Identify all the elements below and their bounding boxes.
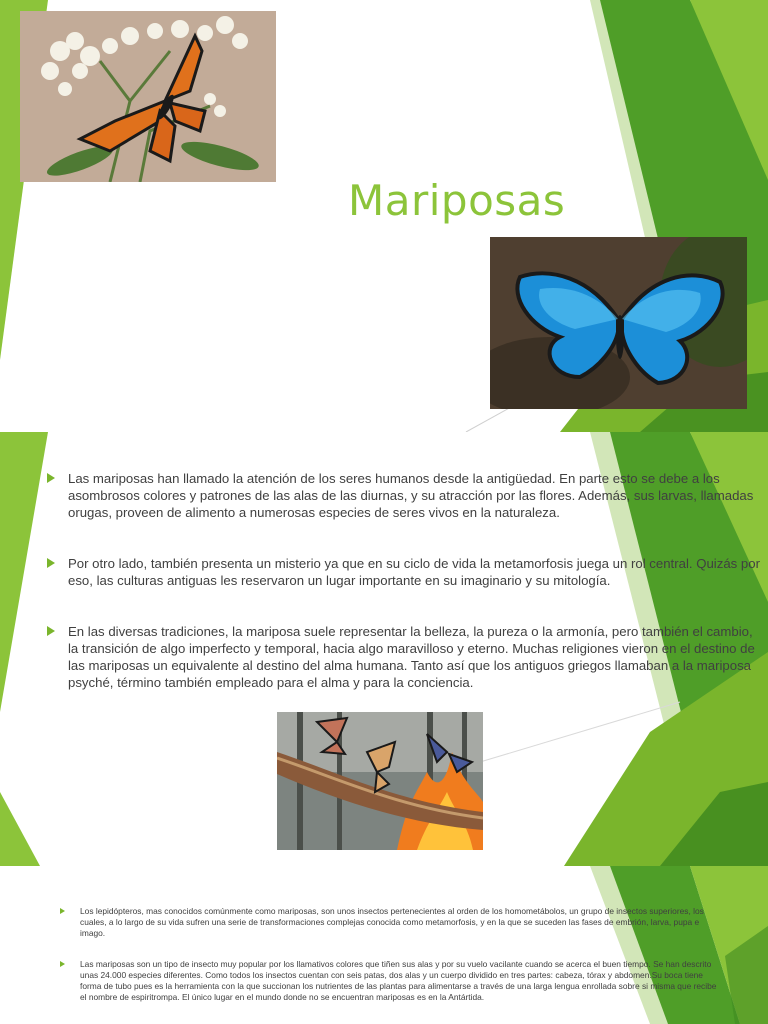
blue-morpho-butterfly-photo (490, 237, 747, 409)
bullet-item: Las mariposas han llamado la atención de los seres humanos desde la antigüedad. En parte esto se debe a los asombrosos colores y patrones de las alas de las diurnas, y su atracción por las flores. Además, sus larvas, llamadas orugas, proveen de alimento a numerosas especies de seres vivos en la naturaleza. (68, 470, 764, 521)
bullet-item: En las diversas tradiciones, la mariposa suele representar la belleza, la pureza o la armonía, pero también el cambio, la transición de algo imperfecto y temporal, hacia algo maravilloso y eterno. Muchas religiones vieron en el destino de las mariposas un equivalente al destino del alma humana. Tanto así que los antiguos griegos llamaban a la mariposa psyché, término también empleado para el alma y para la conciencia. (68, 623, 764, 691)
bullet-item: Por otro lado, también presenta un misterio ya que en su ciclo de vida la metamorfosis juega un rol central. Quizás por eso, las culturas antiguas les reservaron un lugar importante en su imaginario y su mitología. (68, 555, 764, 589)
slide-title (0, 0, 768, 432)
butterflies-fire-photo (277, 712, 483, 850)
monarch-butterfly-photo (20, 11, 276, 182)
slide-title-text: Mariposas (348, 176, 566, 225)
details-bullet-list (80, 906, 720, 1023)
bullet-item: Los lepidópteros, mas conocidos comúnmente como mariposas, son unos insectos pertenecientes al orden de los homometábolos, un grupo de insectos superiores, los cuales, a lo largo de su vida sufren una serie de transformaciones complejas conocida como metamorfosis, y en la que se suceden las fases de embrión, larva, pupa e imago. (80, 906, 720, 939)
content-bullet-list (68, 470, 764, 725)
slide-content (0, 432, 768, 866)
bullet-item: Las mariposas son un tipo de insecto muy popular por los llamativos colores que tiñen sus alas y por su vuelo vacilante cuando se acerca el buen tiempo. Se han descrito unas 24.000 especies diferentes. Como todos los insectos cuentan con seis patas, dos alas y un cuerpo dividido en tres partes: cabeza, tórax y abdomen.Su boca tiene forma de tubo pues es la herramienta con la que succionan los nutrientes de las plantas para alimentarse a través de una larga lengua enrollada sobre si misma que recibe el nombre de espiritrompa. El único lugar en el mundo donde no se encuentran mariposas es en la Antártida. (80, 959, 720, 1003)
slide-details (0, 866, 768, 1024)
